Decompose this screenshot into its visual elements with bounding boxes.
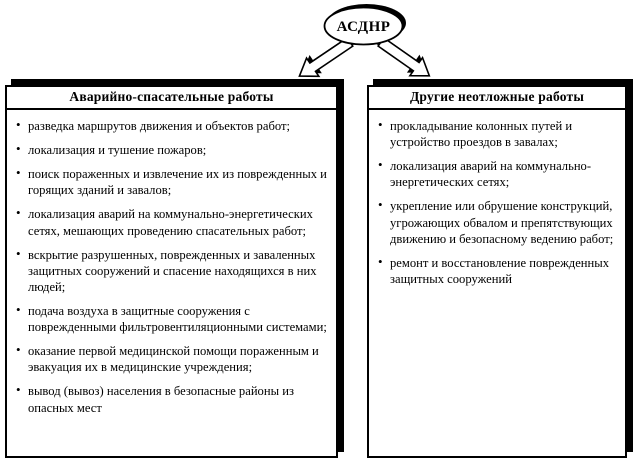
- list-item: [15, 343, 328, 375]
- bullet-icon: •: [16, 245, 21, 261]
- right-box-title: Другие неотложные работы: [369, 87, 625, 110]
- bullet-icon: •: [378, 197, 383, 213]
- list-item: [377, 198, 617, 246]
- bullet-icon: •: [378, 253, 383, 269]
- bullet-icon: •: [16, 301, 21, 317]
- list-item-text: поиск пораженных и извлечение их из поврежденных и горящих зданий и завалов;: [28, 167, 327, 198]
- root-label: АСДНР: [336, 19, 391, 35]
- list-item-text: оказание первой медицинской помощи пораженным и эвакуация их в медицинские учреждения;: [28, 344, 319, 375]
- right-box: [367, 85, 627, 458]
- list-item-text: локализация аварий на коммунально-энергетических сетях;: [390, 159, 592, 190]
- list-item-text: укрепление или обрушение конструкций, угрожающих обвалом и препятствующих движению и безопасному ведению работ;: [390, 199, 614, 246]
- left-box: [5, 85, 338, 458]
- list-item: [15, 303, 328, 335]
- list-item-text: прокладывание колонных путей и устройство проездов в завалах;: [390, 119, 573, 150]
- bullet-icon: •: [16, 117, 21, 132]
- top-connector-graphic: [0, 0, 640, 85]
- left-box-title: Аварийно-спасательные работы: [7, 87, 336, 110]
- bullet-icon: •: [378, 157, 383, 173]
- bullet-icon: •: [378, 117, 383, 132]
- list-item: [15, 206, 328, 238]
- list-item-text: подача воздуха в защитные сооружения с поврежденными фильтровентиляционными системами;: [28, 303, 327, 335]
- list-item: [15, 142, 328, 158]
- list-item: [377, 158, 617, 190]
- root-ellipse: [325, 4, 407, 45]
- bullet-icon: •: [16, 205, 21, 221]
- list-item-text: локализация и тушение пожаров;: [28, 143, 207, 158]
- bullet-icon: •: [16, 382, 21, 398]
- list-item-text: вскрытие разрушенных, поврежденных и заваленных защитных сооружений и спасение находящихся в них людей;: [28, 247, 317, 294]
- list-item: [15, 247, 328, 295]
- list-item-text: разведка маршрутов движения и объектов работ;: [28, 119, 290, 133]
- bullet-icon: •: [16, 342, 21, 358]
- left-box-list: [7, 110, 336, 420]
- list-item: [377, 118, 617, 150]
- list-item-text: локализация аварий на коммунально-энергетических сетях, мешающих проведению спасательных работ;: [28, 207, 313, 238]
- list-item-text: вывод (вывоз) населения в безопасные районы из опасных мест: [28, 384, 294, 415]
- list-item-text: ремонт и восстановление поврежденных защитных сооружений: [390, 255, 610, 286]
- bullet-icon: •: [16, 165, 21, 181]
- right-box-list: [369, 110, 625, 291]
- bullet-icon: •: [16, 141, 21, 157]
- list-item: [15, 166, 328, 198]
- list-item: [377, 255, 617, 287]
- list-item: [15, 118, 328, 134]
- list-item: [15, 383, 328, 415]
